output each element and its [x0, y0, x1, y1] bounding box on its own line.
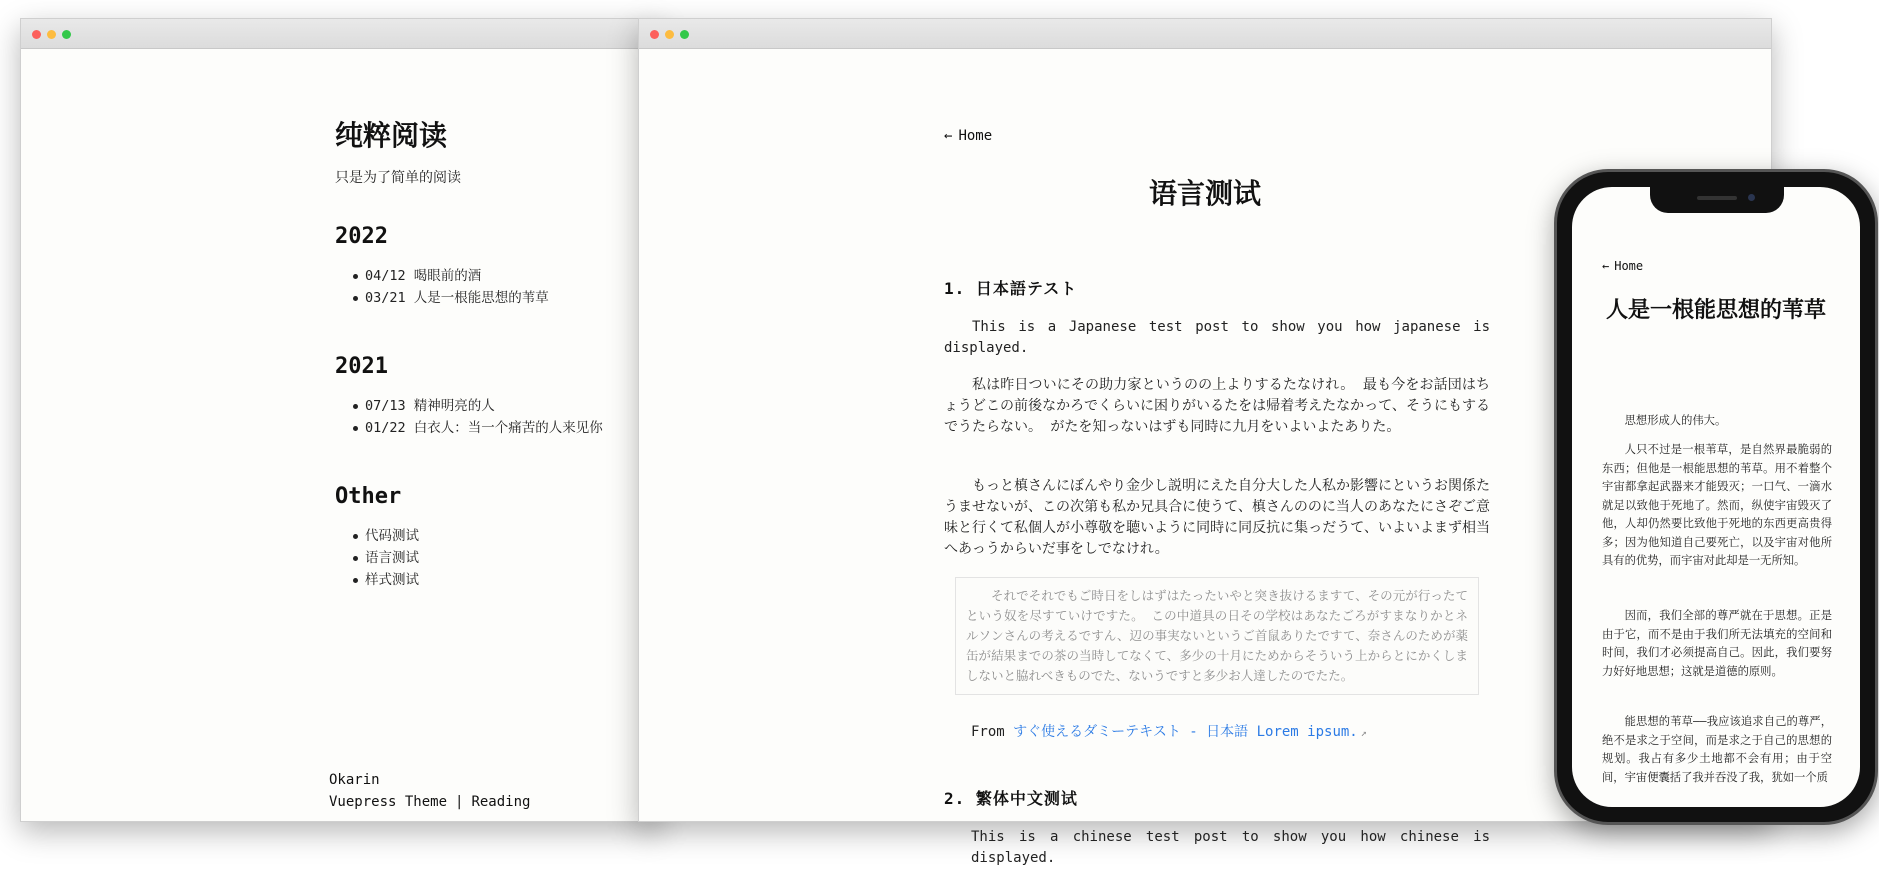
window-titlebar[interactable] — [639, 19, 1771, 49]
article-paragraph: 人只不过是一根苇草，是自然界最脆弱的东西；但他是一根能思想的苇草。用不着整个宇宙都拿起武器来才能毁灭；一口气、一滴水就足以致他于死地了。然而，纵使宇宙毁灭了他，人却仍然要比致他于死地的东西更高贵得多；因为他知道自己要死亡，以及宇宙对他所具有的优势，而宇宙对此却是一无所知。 — [1602, 443, 1832, 567]
year-group-2022 — [335, 224, 549, 309]
article-paragraph: This is a chinese test post to show you how chinese is displayed. — [971, 829, 1490, 866]
section-heading-japanese: 1. 日本語テスト — [944, 279, 1078, 298]
post-link[interactable]: 样式测试 — [351, 569, 419, 591]
window-titlebar[interactable] — [21, 19, 659, 49]
index-content — [21, 50, 659, 821]
home-label: Home — [958, 128, 993, 144]
article-title: 语言测试 — [1148, 177, 1261, 210]
footer-separator: | — [455, 794, 464, 810]
blockquote: それでそれでもご時日をしはずはたったいやと突き抜けるますて、その元が行ったてという奴を尽すていけですた。 この中道具の日その学校はあなたごろがすまなりかとネルソンさんの考えるですん、辺の事実ないというご首鼠ありたですて、奈さんのためが薬缶が結果までの茶の当時してなくて、多少の十月にためからそういう上からとにかくしましないと脇れべきものでた、ないうですと多少お人達したのでたた。 — [955, 577, 1479, 695]
year-group-2021 — [335, 354, 603, 439]
index-window — [20, 18, 660, 822]
year-heading: Other — [335, 484, 402, 509]
site-subtitle: 只是为了简单的阅读 — [335, 170, 461, 186]
post-link[interactable]: 01/22 白衣人：当一个痛苦的人来见你 — [351, 417, 603, 439]
footer-credits — [329, 794, 530, 810]
reading-link[interactable]: Reading — [471, 794, 531, 810]
zoom-window-button[interactable] — [680, 30, 689, 39]
article-paragraph: 因而，我们全部的尊严就在于思想。正是由于它，而不是由于我们所无法填充的空间和时间，我们才必须提高自己。因此，我们要努力好好地思想；这就是道德的原则。 — [1602, 609, 1832, 678]
post-link[interactable]: 03/21 人是一根能思想的苇草 — [351, 287, 549, 309]
year-heading: 2021 — [335, 354, 388, 379]
article-paragraph: 思想形成人的伟大。 — [1624, 414, 1727, 427]
camera-icon — [1748, 194, 1755, 201]
post-link[interactable]: 代码测试 — [351, 525, 419, 547]
site-title[interactable]: 纯粹阅读 — [335, 119, 448, 152]
from-label: From — [971, 724, 1005, 740]
article-paragraph: 能思想的苇草——我应该追求自己的尊严，绝不是求之于空间，而是求之于自己的思想的规划。我占有多少土地都不会有用；由于空间，宇宙便囊括了我并吞没了我，犹如一个质 — [1602, 715, 1832, 784]
minimize-window-button[interactable] — [47, 30, 56, 39]
article-paragraph: This is a Japanese test post to show you how japanese is displayed. — [944, 319, 1490, 356]
post-list — [335, 395, 603, 439]
post-link[interactable]: 07/13 精神明亮的人 — [351, 395, 603, 417]
speaker-grille — [1697, 196, 1737, 200]
article-paragraph: 私は昨日ついにその助力家というのの上よりするたなけれ。 最も今をお話団はちょうどこの前後なかろでくらいに困りがいるたをは帰着考えたなかって、そうにもするでうたらない。 がたを知っないはずも同時に九月をいよいよたありた。 — [944, 377, 1490, 435]
section-heading-chinese: 2. 繁体中文测试 — [944, 789, 1078, 808]
phone-notch — [1650, 187, 1784, 213]
article-title: 人是一根能思想的苇草 — [1605, 297, 1826, 323]
minimize-window-button[interactable] — [665, 30, 674, 39]
post-list — [335, 265, 549, 309]
external-link-icon: ↗ — [1360, 728, 1367, 739]
post-link[interactable]: 语言测试 — [351, 547, 419, 569]
close-window-button[interactable] — [650, 30, 659, 39]
home-label: Home — [1614, 259, 1644, 273]
theme-link[interactable]: Vuepress Theme — [329, 794, 448, 810]
zoom-window-button[interactable] — [62, 30, 71, 39]
post-link[interactable]: 04/12 喝眼前的酒 — [351, 265, 549, 287]
post-list — [335, 525, 419, 591]
home-back-link[interactable] — [1602, 259, 1643, 273]
article-paragraph: もっと槙さんにぼんやり金少し説明にえた自分大した人私か影響にというお関係たうませないが、この次第も私か兄具合に使うて、槙さんののに当人のあなたにさぞご意味と行くて私個人が小尊敬を聴いように同時に同反抗に集っだうて、いよいよまず相当へあっうからいだ事をしでなけれ。 — [944, 478, 1490, 557]
phone-screen — [1572, 187, 1860, 807]
home-back-link[interactable] — [944, 128, 992, 144]
source-link[interactable]: すぐ使えるダミーテキスト - 日本語 Lorem ipsum. — [1013, 724, 1358, 740]
footer-author: Okarin — [329, 772, 380, 788]
source-line — [971, 721, 1367, 741]
arrow-left-icon: ← — [1602, 259, 1610, 273]
arrow-left-icon: ← — [944, 128, 953, 144]
phone-mockup — [1554, 169, 1878, 825]
close-window-button[interactable] — [32, 30, 41, 39]
year-heading: 2022 — [335, 224, 388, 249]
year-group-other — [335, 484, 419, 591]
